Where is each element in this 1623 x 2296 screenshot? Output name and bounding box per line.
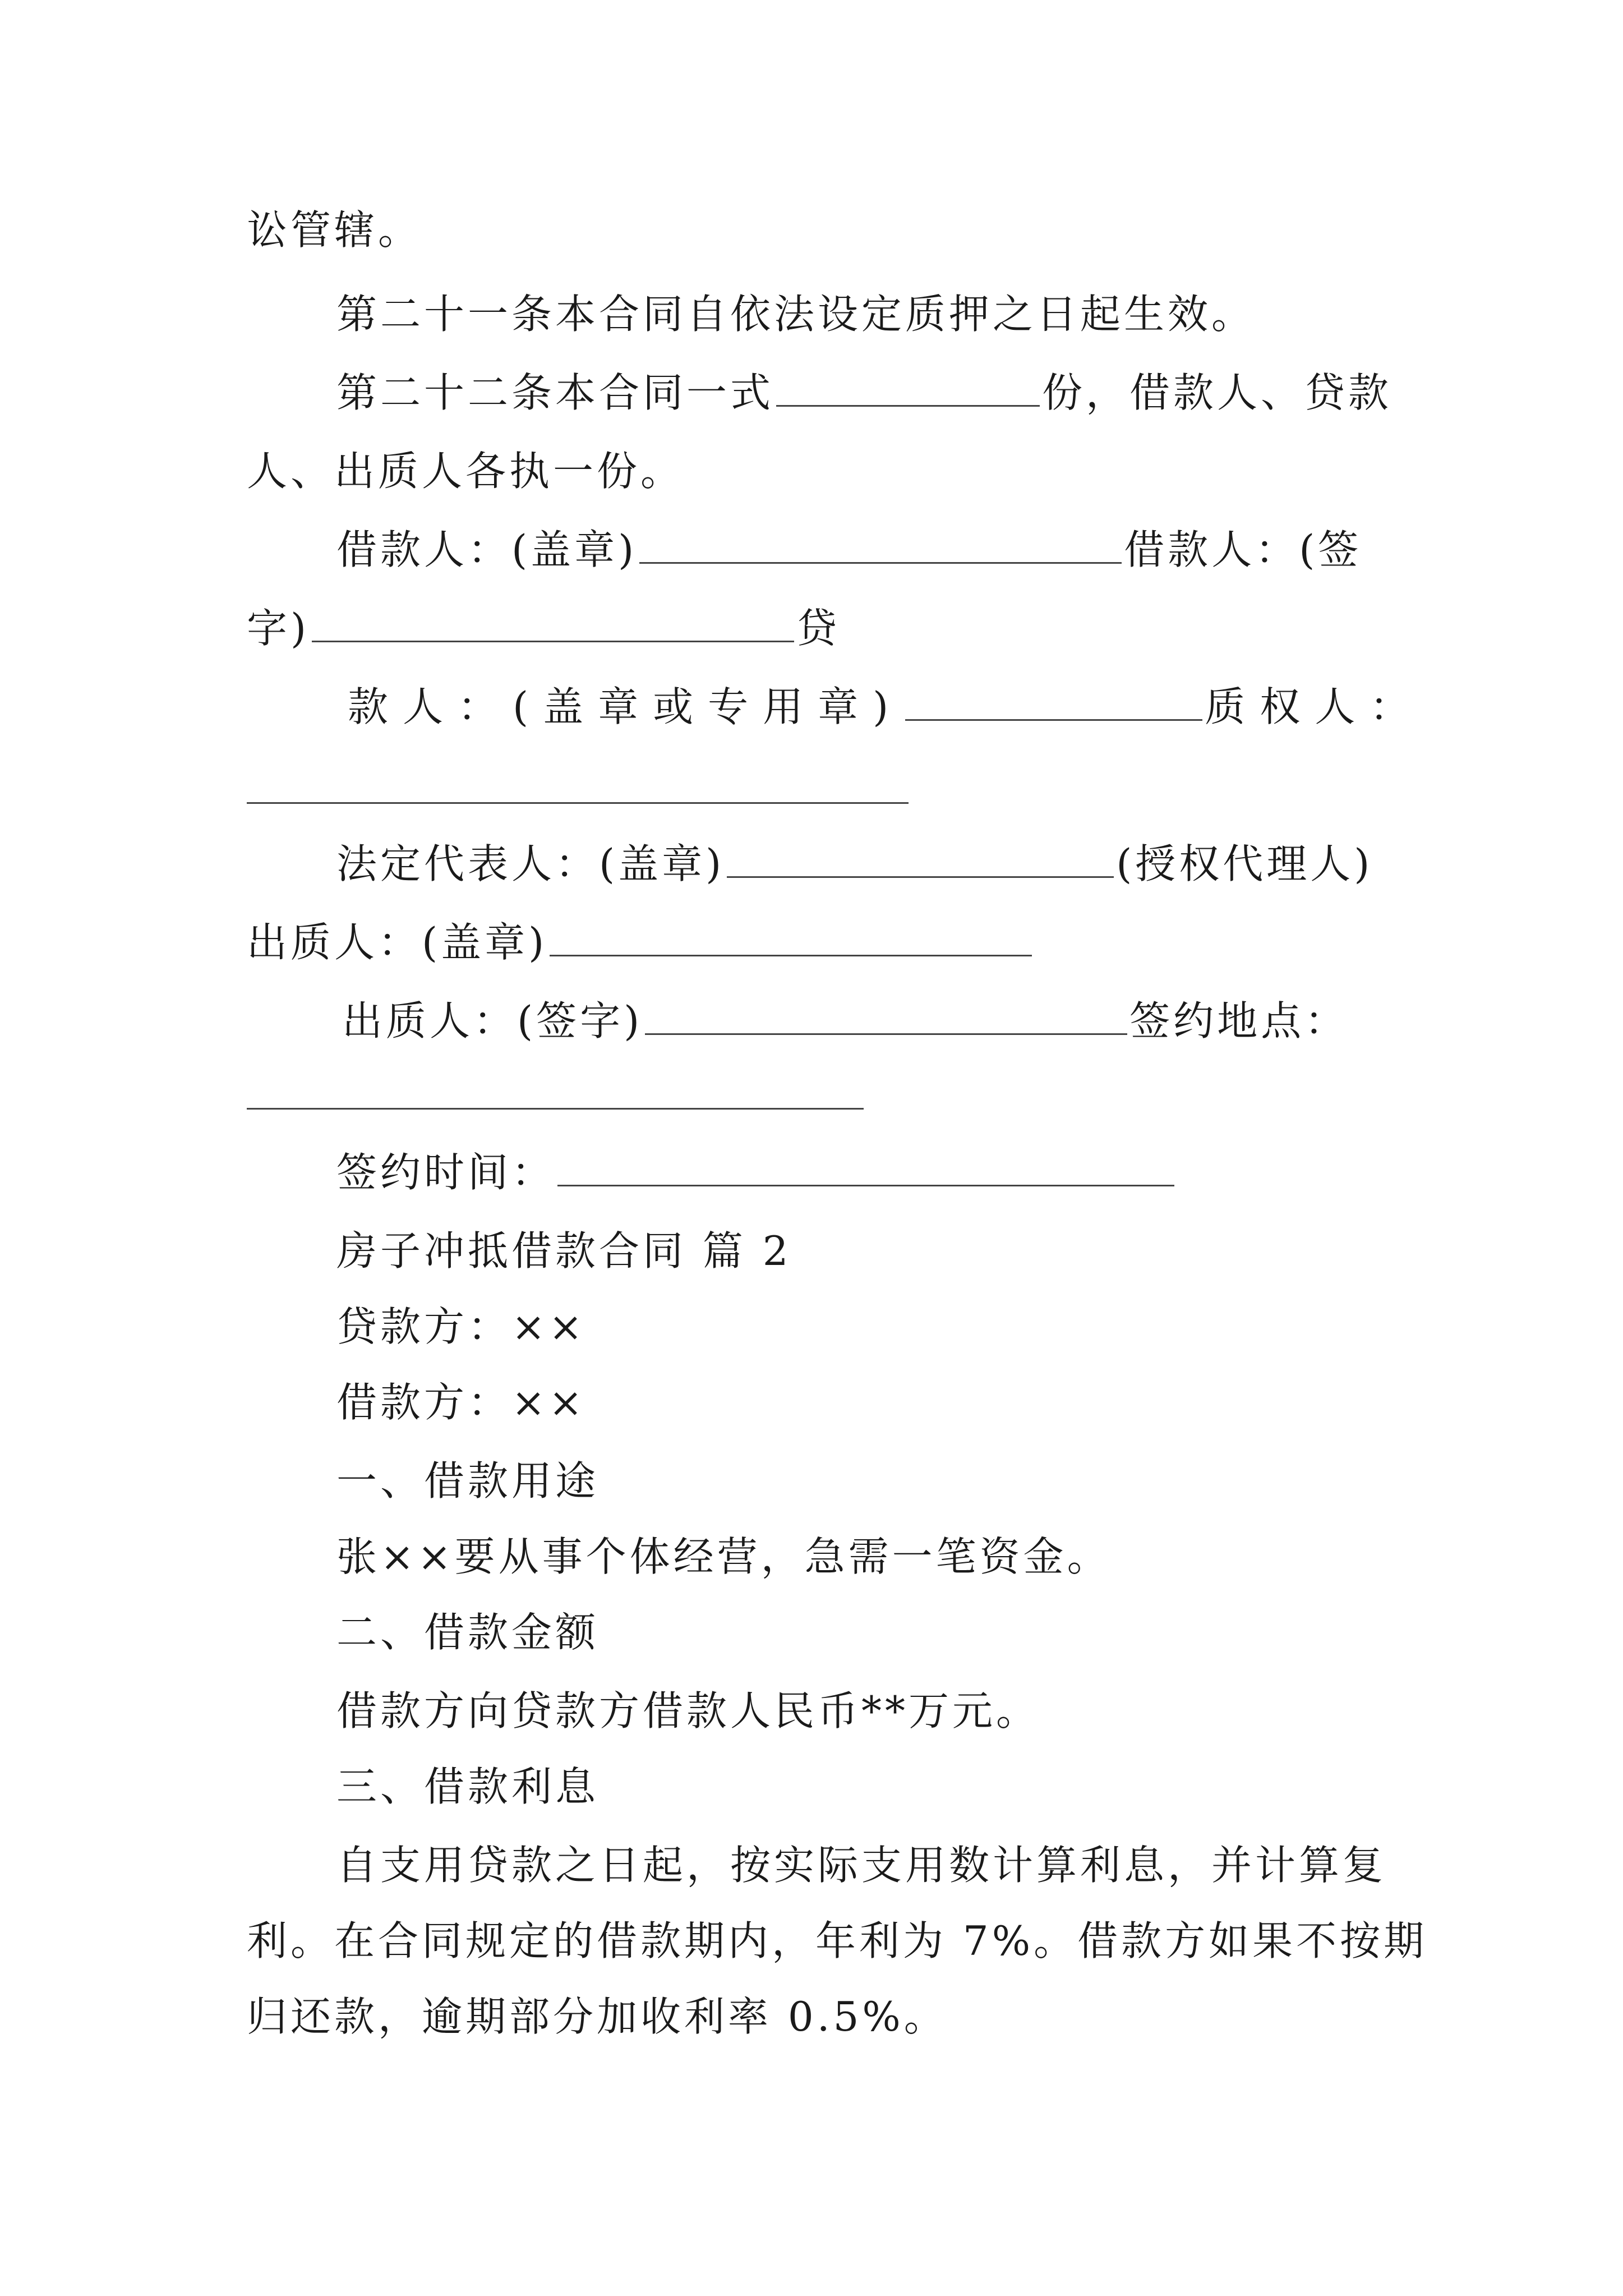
- blank-field: [557, 1149, 1174, 1186]
- text-line: 借款方向贷款方借款人民币**万元。: [336, 1687, 1040, 1734]
- text-fragment: 出质人：(盖章): [247, 919, 548, 966]
- text-fragment: 借款人：(签: [1124, 526, 1362, 573]
- text-fragment: 第二十二条本合同一式: [336, 369, 774, 416]
- text-line: 借款方：××: [336, 1379, 586, 1426]
- blank-field: [247, 1108, 864, 1110]
- text-fragment: (授权代理人): [1116, 840, 1373, 887]
- blank-field: [247, 802, 909, 804]
- text-fragment: 质权人：: [1205, 683, 1425, 730]
- text-fragment: 贷: [796, 605, 841, 652]
- blank-field: [727, 840, 1114, 878]
- text-fragment: 法定代表人：(盖章): [336, 840, 725, 887]
- text-line: 贷款方：××: [336, 1303, 586, 1350]
- text-line: [336, 836, 1373, 892]
- text-line: 利。在合同规定的借款期内，年利为 7%。借款方如果不按期: [247, 1917, 1428, 1964]
- text-line: 自支用贷款之日起，按实际支用数计算利息，并计算复: [336, 1842, 1387, 1889]
- text-line: [247, 600, 840, 656]
- text-line: [247, 914, 1034, 970]
- text-line: 讼管辖。: [247, 206, 422, 254]
- text-line: [336, 522, 1362, 578]
- text-line: [336, 1144, 1177, 1200]
- text-line: [348, 679, 1424, 735]
- text-fragment: 字): [247, 605, 310, 652]
- text-line: 一、借款用途: [336, 1457, 600, 1504]
- text-line: 三、借款利息: [336, 1763, 600, 1810]
- text-line: 人、出质人各执一份。: [247, 448, 685, 495]
- text-fragment: 签约地点：: [1129, 997, 1349, 1045]
- section-heading: 房子冲抵借款合同 篇 2: [336, 1227, 792, 1274]
- text-fragment: 出质人：(签字): [342, 997, 643, 1045]
- text-fragment: 款人：(盖章或专用章): [348, 683, 903, 730]
- text-fragment: 签约时间：: [336, 1149, 556, 1196]
- text-line: 二、借款金额: [336, 1609, 600, 1656]
- blank-field: [550, 919, 1032, 956]
- text-line: [342, 993, 1348, 1049]
- blank-field: [312, 605, 794, 642]
- text-line: [336, 365, 1392, 421]
- text-line: 张××要从事个体经营，急需一笔资金。: [336, 1533, 1111, 1580]
- text-fragment: 份，借款人、贷款: [1042, 369, 1393, 416]
- blank-field: [645, 997, 1127, 1035]
- text-line: 第二十一条本合同自依法设定质押之日起生效。: [336, 291, 1256, 338]
- text-line: 归还款，逾期部分加收利率 0.5%。: [247, 1993, 948, 2040]
- text-fragment: 借款人：(盖章): [336, 526, 638, 573]
- blank-field: [639, 526, 1122, 564]
- blank-field: [776, 369, 1040, 407]
- blank-field: [905, 683, 1202, 721]
